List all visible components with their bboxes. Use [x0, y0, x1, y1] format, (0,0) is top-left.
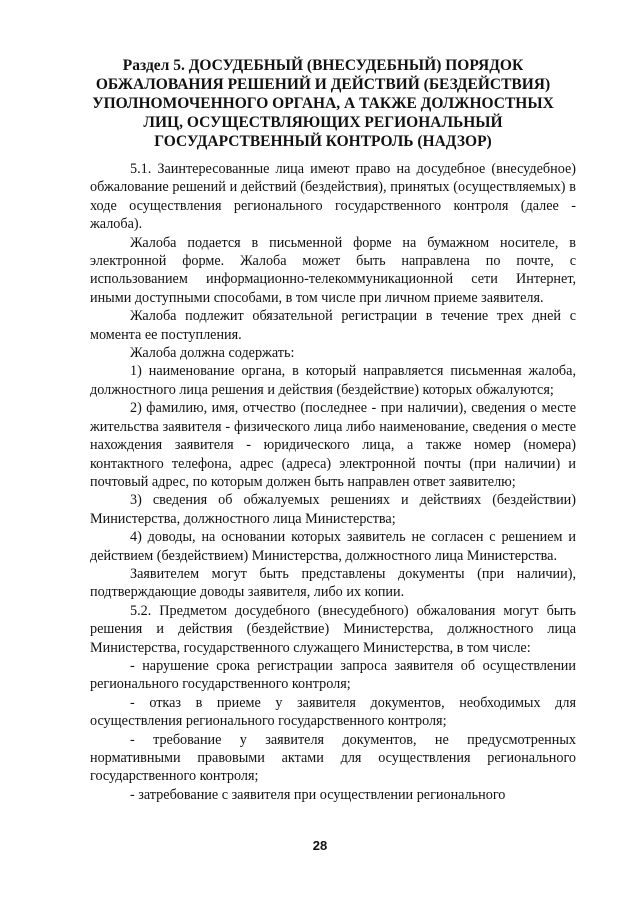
page-number: 28 — [312, 838, 328, 853]
document-body — [90, 160, 576, 804]
paragraph-5-1: 5.1. Заинтересованные лица имеют право на досудебное (внесудебное) обжалование решений и действий (бездействия), принятых (осуществляемых) в ходе осуществления регионального государственного контроля (далее - жалоба). — [90, 161, 576, 233]
paragraph: Заявителем могут быть представлены документы (при наличии), подтверждающие доводы заявителя, либо их копии. — [90, 565, 576, 601]
paragraph: Жалоба должна содержать: — [130, 345, 295, 362]
list-item: 1) наименование органа, в который направляется письменная жалоба, должностного лица решения и действия (бездействие) которых обжалуются; — [90, 363, 576, 398]
list-item: 2) фамилию, имя, отчество (последнее - при наличии), сведения о месте жительства заявителя - физического лица либо наименование, сведения о месте нахождения заявителя - юридического лица, а также номер (номера) контактного телефона, адрес (адреса) электронной почты (при наличии) и почтовый адрес, по которым должен быть направлен ответ заявителю; — [90, 400, 576, 490]
list-item: - отказ в приеме у заявителя документов, необходимых для осуществления регионального государственного контроля; — [90, 694, 576, 730]
list-item: - нарушение срока регистрации запроса заявителя об осуществлении регионального государственного контроля; — [90, 657, 576, 693]
paragraph: Жалоба подается в письменной форме на бумажном носителе, в электронной форме. Жалоба может быть направлена по почте, с использованием информационно-телекоммуникационной сети Интернет, иными доступными способами, в том числе при личном приеме заявителя. — [90, 234, 576, 306]
list-item: - затребование с заявителя при осуществлении регионального — [130, 786, 506, 803]
list-item: - требование у заявителя документов, не предусмотренных нормативными правовыми актами для осуществления регионального государственного контроля; — [90, 731, 576, 785]
title-line: Раздел 5. ДОСУДЕБНЫЙ (ВНЕСУДЕБНЫЙ) ПОРЯДОК — [122, 57, 524, 74]
list-item: 3) сведения об обжалуемых решениях и действиях (бездействии) Министерства, должностного лица Министерства; — [90, 492, 576, 527]
paragraph-5-2: 5.2. Предметом досудебного (внесудебного) обжалования могут быть решения и действия (бездействие) Министерства, должностного лица Министерства, государственного служащего Министерства, в том числе: — [90, 602, 576, 656]
title-line: ЛИЦ, ОСУЩЕСТВЛЯЮЩИХ РЕГИОНАЛЬНЫЙ — [143, 114, 503, 131]
section-title — [60, 56, 586, 151]
title-line: ГОСУДАРСТВЕННЫЙ КОНТРОЛЬ (НАДЗОР) — [154, 133, 492, 150]
paragraph: Жалоба подлежит обязательной регистрации в течение трех дней с момента ее поступления. — [90, 308, 576, 343]
title-line: УПОЛНОМОЧЕННОГО ОРГАНА, А ТАКЖЕ ДОЛЖНОСТНЫХ — [92, 95, 554, 112]
title-line: ОБЖАЛОВАНИЯ РЕШЕНИЙ И ДЕЙСТВИЙ (БЕЗДЕЙСТВИЯ) — [95, 76, 551, 93]
list-item: 4) доводы, на основании которых заявитель не согласен с решением и действием (бездействием) Министерства, должностного лица Министерства. — [90, 529, 576, 564]
